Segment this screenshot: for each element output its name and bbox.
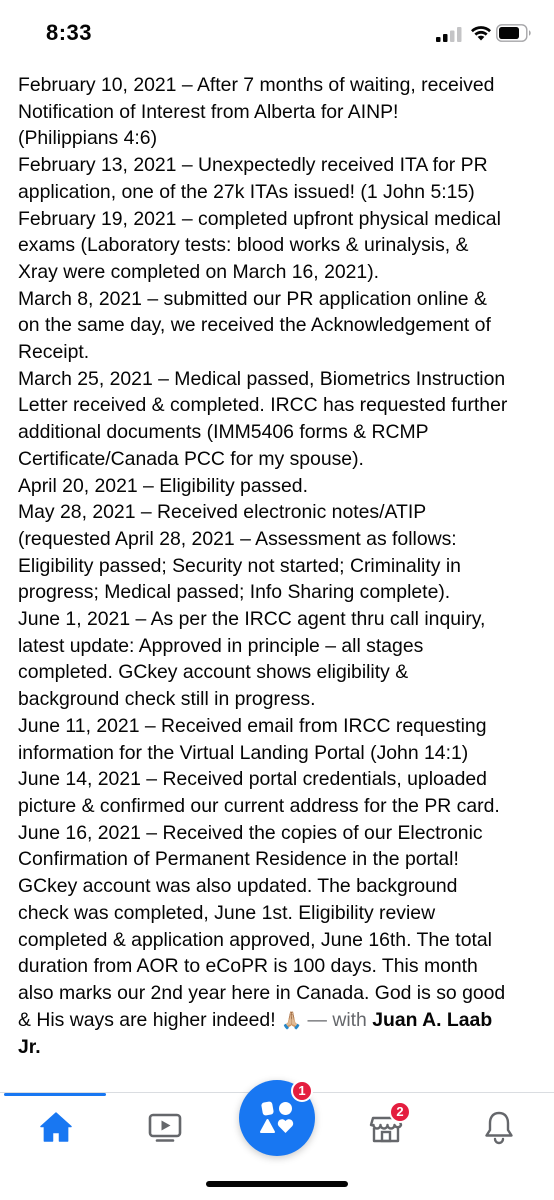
post-line: February 10, 2021 – After 7 months of waiting, received — [18, 74, 495, 96]
nav-notifications-button[interactable] — [479, 1107, 519, 1147]
post-line: completed & application approved, June 16th. The total — [18, 928, 492, 951]
post-line: June 11, 2021 – Received email from IRCC requesting — [18, 714, 487, 737]
post-line: (Philippians 4:6) — [18, 127, 158, 150]
post-line: Letter received & completed. IRCC has requested further — [18, 394, 508, 417]
post-line: check was completed, June 1st. Eligibility review — [18, 901, 436, 924]
tagged-person-link[interactable]: Juan A. Laab — [372, 1008, 493, 1031]
post-line: June 16, 2021 – Received the copies of our Electronic — [18, 821, 483, 844]
post-line: picture & confirmed our current address for the PR card. — [18, 794, 500, 817]
post-line: Notification of Interest from Alberta for AINP! — [18, 100, 399, 123]
post-line: February 19, 2021 – completed upfront physical medical — [18, 207, 501, 230]
shapes-icon — [258, 1099, 296, 1137]
post-line: June 1, 2021 – As per the IRCC agent thru call inquiry, — [18, 608, 486, 631]
post-line: also marks our 2nd year here in Canada. God is so good — [18, 981, 506, 1004]
post-line: progress; Medical passed; Info Sharing complete). — [18, 581, 451, 604]
post-line: Receipt. — [18, 341, 90, 364]
bell-icon — [482, 1109, 516, 1145]
post-line: Xray were completed on March 16, 2021). — [18, 260, 380, 283]
post-line: completed. GCkey account shows eligibility & — [18, 661, 409, 684]
post-line: background check still in progress. — [18, 688, 316, 711]
nav-watch-button[interactable] — [145, 1107, 185, 1147]
post-line: application, one of the 27k ITAs issued! (1 John 5:15) — [18, 180, 475, 203]
post-line: March 8, 2021 – submitted our PR application online & — [18, 287, 487, 310]
post-line: duration from AOR to eCoPR is 100 days. This month — [18, 955, 478, 978]
post-line: June 14, 2021 – Received portal credentials, uploaded — [18, 768, 487, 791]
post-line: exams (Laboratory tests: blood works & urinalysis, & — [18, 234, 469, 257]
post-line: February 13, 2021 – Unexpectedly received ITA for PR — [18, 154, 488, 177]
home-indicator-bar[interactable] — [206, 1181, 348, 1187]
battery-icon — [496, 24, 532, 42]
post-line: (requested April 28, 2021 – Assessment as follows: — [18, 527, 457, 550]
post-last-line-text: & His ways are higher indeed! — [18, 1008, 281, 1031]
post-line: additional documents (IMM5406 forms & RCMP — [18, 421, 429, 444]
post-line: Confirmation of Permanent Residence in the portal! — [18, 848, 459, 871]
post-line: information for the Virtual Landing Portal (John 14:1) — [18, 741, 469, 764]
tagged-person-link-suffix[interactable]: Jr. — [18, 1036, 41, 1059]
post-line: Certificate/Canada PCC for my spouse). — [18, 447, 364, 470]
status-bar — [0, 0, 554, 66]
nav-marketplace-button[interactable] — [366, 1104, 406, 1147]
menu-notification-badge: 1 — [291, 1080, 313, 1102]
nav-menu-fab-button[interactable] — [239, 1080, 315, 1156]
cellular-signal-icon — [436, 27, 462, 42]
post-line: latest update: Approved in principle – all stages — [18, 634, 424, 657]
marketplace-notification-badge: 2 — [389, 1101, 411, 1123]
post-line: March 25, 2021 – Medical passed, Biometrics Instruction — [18, 367, 506, 390]
video-icon — [147, 1110, 183, 1144]
folded-hands-emoji: 🙏🏼 — [281, 1010, 303, 1030]
active-tab-indicator — [4, 1093, 106, 1096]
post-last-line — [18, 1007, 544, 1035]
nav-home-button[interactable] — [36, 1107, 76, 1147]
wifi-icon — [470, 24, 492, 41]
post-line: on the same day, we received the Acknowledgement of — [18, 314, 491, 337]
post-line: GCkey account was also updated. The background — [18, 875, 458, 898]
post-line: April 20, 2021 – Eligibility passed. — [18, 474, 308, 497]
tag-separator: — with — [302, 1008, 373, 1031]
home-icon — [39, 1110, 73, 1144]
post-body — [18, 72, 544, 1061]
post-line: Eligibility passed; Security not started; Criminality in — [18, 554, 461, 577]
post-line: May 28, 2021 – Received electronic notes/ATIP — [18, 501, 427, 524]
status-time: 8:33 — [46, 20, 93, 45]
